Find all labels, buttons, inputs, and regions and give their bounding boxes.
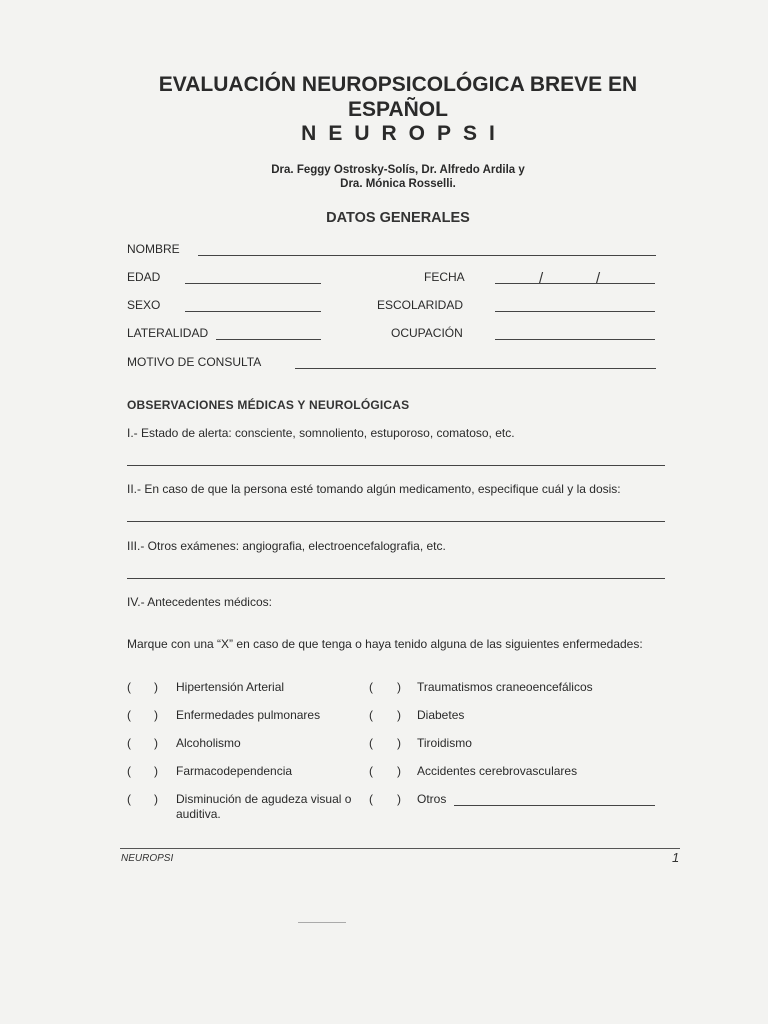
fecha-underline (495, 283, 655, 284)
otros-field[interactable] (454, 805, 655, 806)
date-separator: / (539, 270, 544, 287)
disease-item: Farmacodependencia (176, 764, 293, 778)
edad-label: EDAD (127, 270, 161, 284)
disease-item: Disminución de agudeza visual o auditiva. (176, 792, 352, 821)
question-otros-examenes: III.- Otros exámenes: angiografia, electroencefalografia, etc. (127, 539, 446, 553)
ocupacion-field[interactable] (495, 339, 655, 340)
disease-item: Otros (417, 792, 447, 806)
otros-examenes-field[interactable] (127, 578, 665, 579)
checkbox-close[interactable]: ) (154, 708, 158, 722)
disease-item: Accidentes cerebrovasculares (417, 764, 578, 778)
scan-mark (298, 922, 346, 923)
escolaridad-label: ESCOLARIDAD (377, 298, 464, 312)
fecha-label: FECHA (424, 270, 465, 284)
checkbox-open[interactable]: ( (127, 708, 131, 722)
checkbox-open[interactable]: ( (127, 792, 131, 806)
motivo-field[interactable] (295, 368, 656, 369)
footer-title: NEUROPSI (121, 853, 174, 864)
checkbox-close[interactable]: ) (397, 792, 401, 806)
checkbox-close[interactable]: ) (154, 680, 158, 694)
disease-item: Traumatismos craneoencefálicos (417, 680, 593, 694)
authors-line2: Dra. Mónica Rosselli. (340, 178, 456, 190)
question-antecedentes: IV.- Antecedentes médicos: (127, 595, 272, 609)
checkbox-close[interactable]: ) (397, 680, 401, 694)
question-medicamento: II.- En caso de que la persona esté tomando algún medicamento, especifique cuál y la dosis: (127, 482, 621, 496)
checkbox-close[interactable]: ) (154, 736, 158, 750)
date-separator: / (596, 270, 601, 287)
estado-alerta-field[interactable] (127, 465, 665, 466)
disease-item: Enfermedades pulmonares (176, 708, 321, 722)
sexo-label: SEXO (127, 298, 161, 312)
checkbox-open[interactable]: ( (369, 792, 373, 806)
disease-item: Alcoholismo (176, 736, 241, 750)
fecha-field[interactable] (495, 270, 655, 288)
footer-divider (120, 848, 680, 849)
form-title-neuropsi: NEUROPSI (301, 122, 507, 145)
sexo-field[interactable] (185, 311, 321, 312)
page-number: 1 (672, 850, 680, 865)
disease-item: Tiroidismo (417, 736, 472, 750)
nombre-field[interactable] (198, 255, 656, 256)
checkbox-open[interactable]: ( (369, 680, 373, 694)
medicamento-field[interactable] (127, 521, 665, 522)
datos-generales-heading: DATOS GENERALES (326, 210, 470, 226)
checkbox-close[interactable]: ) (154, 792, 158, 806)
question-estado-alerta: I.- Estado de alerta: consciente, somnoliento, estuporoso, comatoso, etc. (127, 426, 515, 440)
checkbox-close[interactable]: ) (397, 708, 401, 722)
lateralidad-field[interactable] (216, 339, 321, 340)
ocupacion-label: OCUPACIÓN (391, 326, 463, 340)
authors-line1: Dra. Feggy Ostrosky-Solís, Dr. Alfredo Ardila y (271, 164, 525, 176)
form-title-line1: EVALUACIÓN NEUROPSICOLÓGICA BREVE EN (158, 73, 638, 96)
checkbox-open[interactable]: ( (369, 708, 373, 722)
edad-field[interactable] (185, 283, 321, 284)
checkbox-close[interactable]: ) (397, 764, 401, 778)
motivo-label: MOTIVO DE CONSULTA (127, 355, 262, 369)
nombre-label: NOMBRE (127, 242, 180, 256)
lateralidad-label: LATERALIDAD (127, 326, 209, 340)
checkbox-open[interactable]: ( (127, 680, 131, 694)
checkbox-close[interactable]: ) (154, 764, 158, 778)
checkbox-open[interactable]: ( (369, 736, 373, 750)
instruction-text: Marque con una “X” en caso de que tenga o haya tenido alguna de las siguientes enfermedades: (127, 637, 643, 651)
checkbox-open[interactable]: ( (369, 764, 373, 778)
disease-item: Diabetes (417, 708, 465, 722)
observaciones-heading: OBSERVACIONES MÉDICAS Y NEUROLÓGICAS (127, 398, 410, 412)
form-title-line2: ESPAÑOL (348, 98, 448, 121)
checkbox-close[interactable]: ) (397, 736, 401, 750)
escolaridad-field[interactable] (495, 311, 655, 312)
checkbox-open[interactable]: ( (127, 764, 131, 778)
disease-item: Hipertensión Arterial (176, 680, 285, 694)
checkbox-open[interactable]: ( (127, 736, 131, 750)
